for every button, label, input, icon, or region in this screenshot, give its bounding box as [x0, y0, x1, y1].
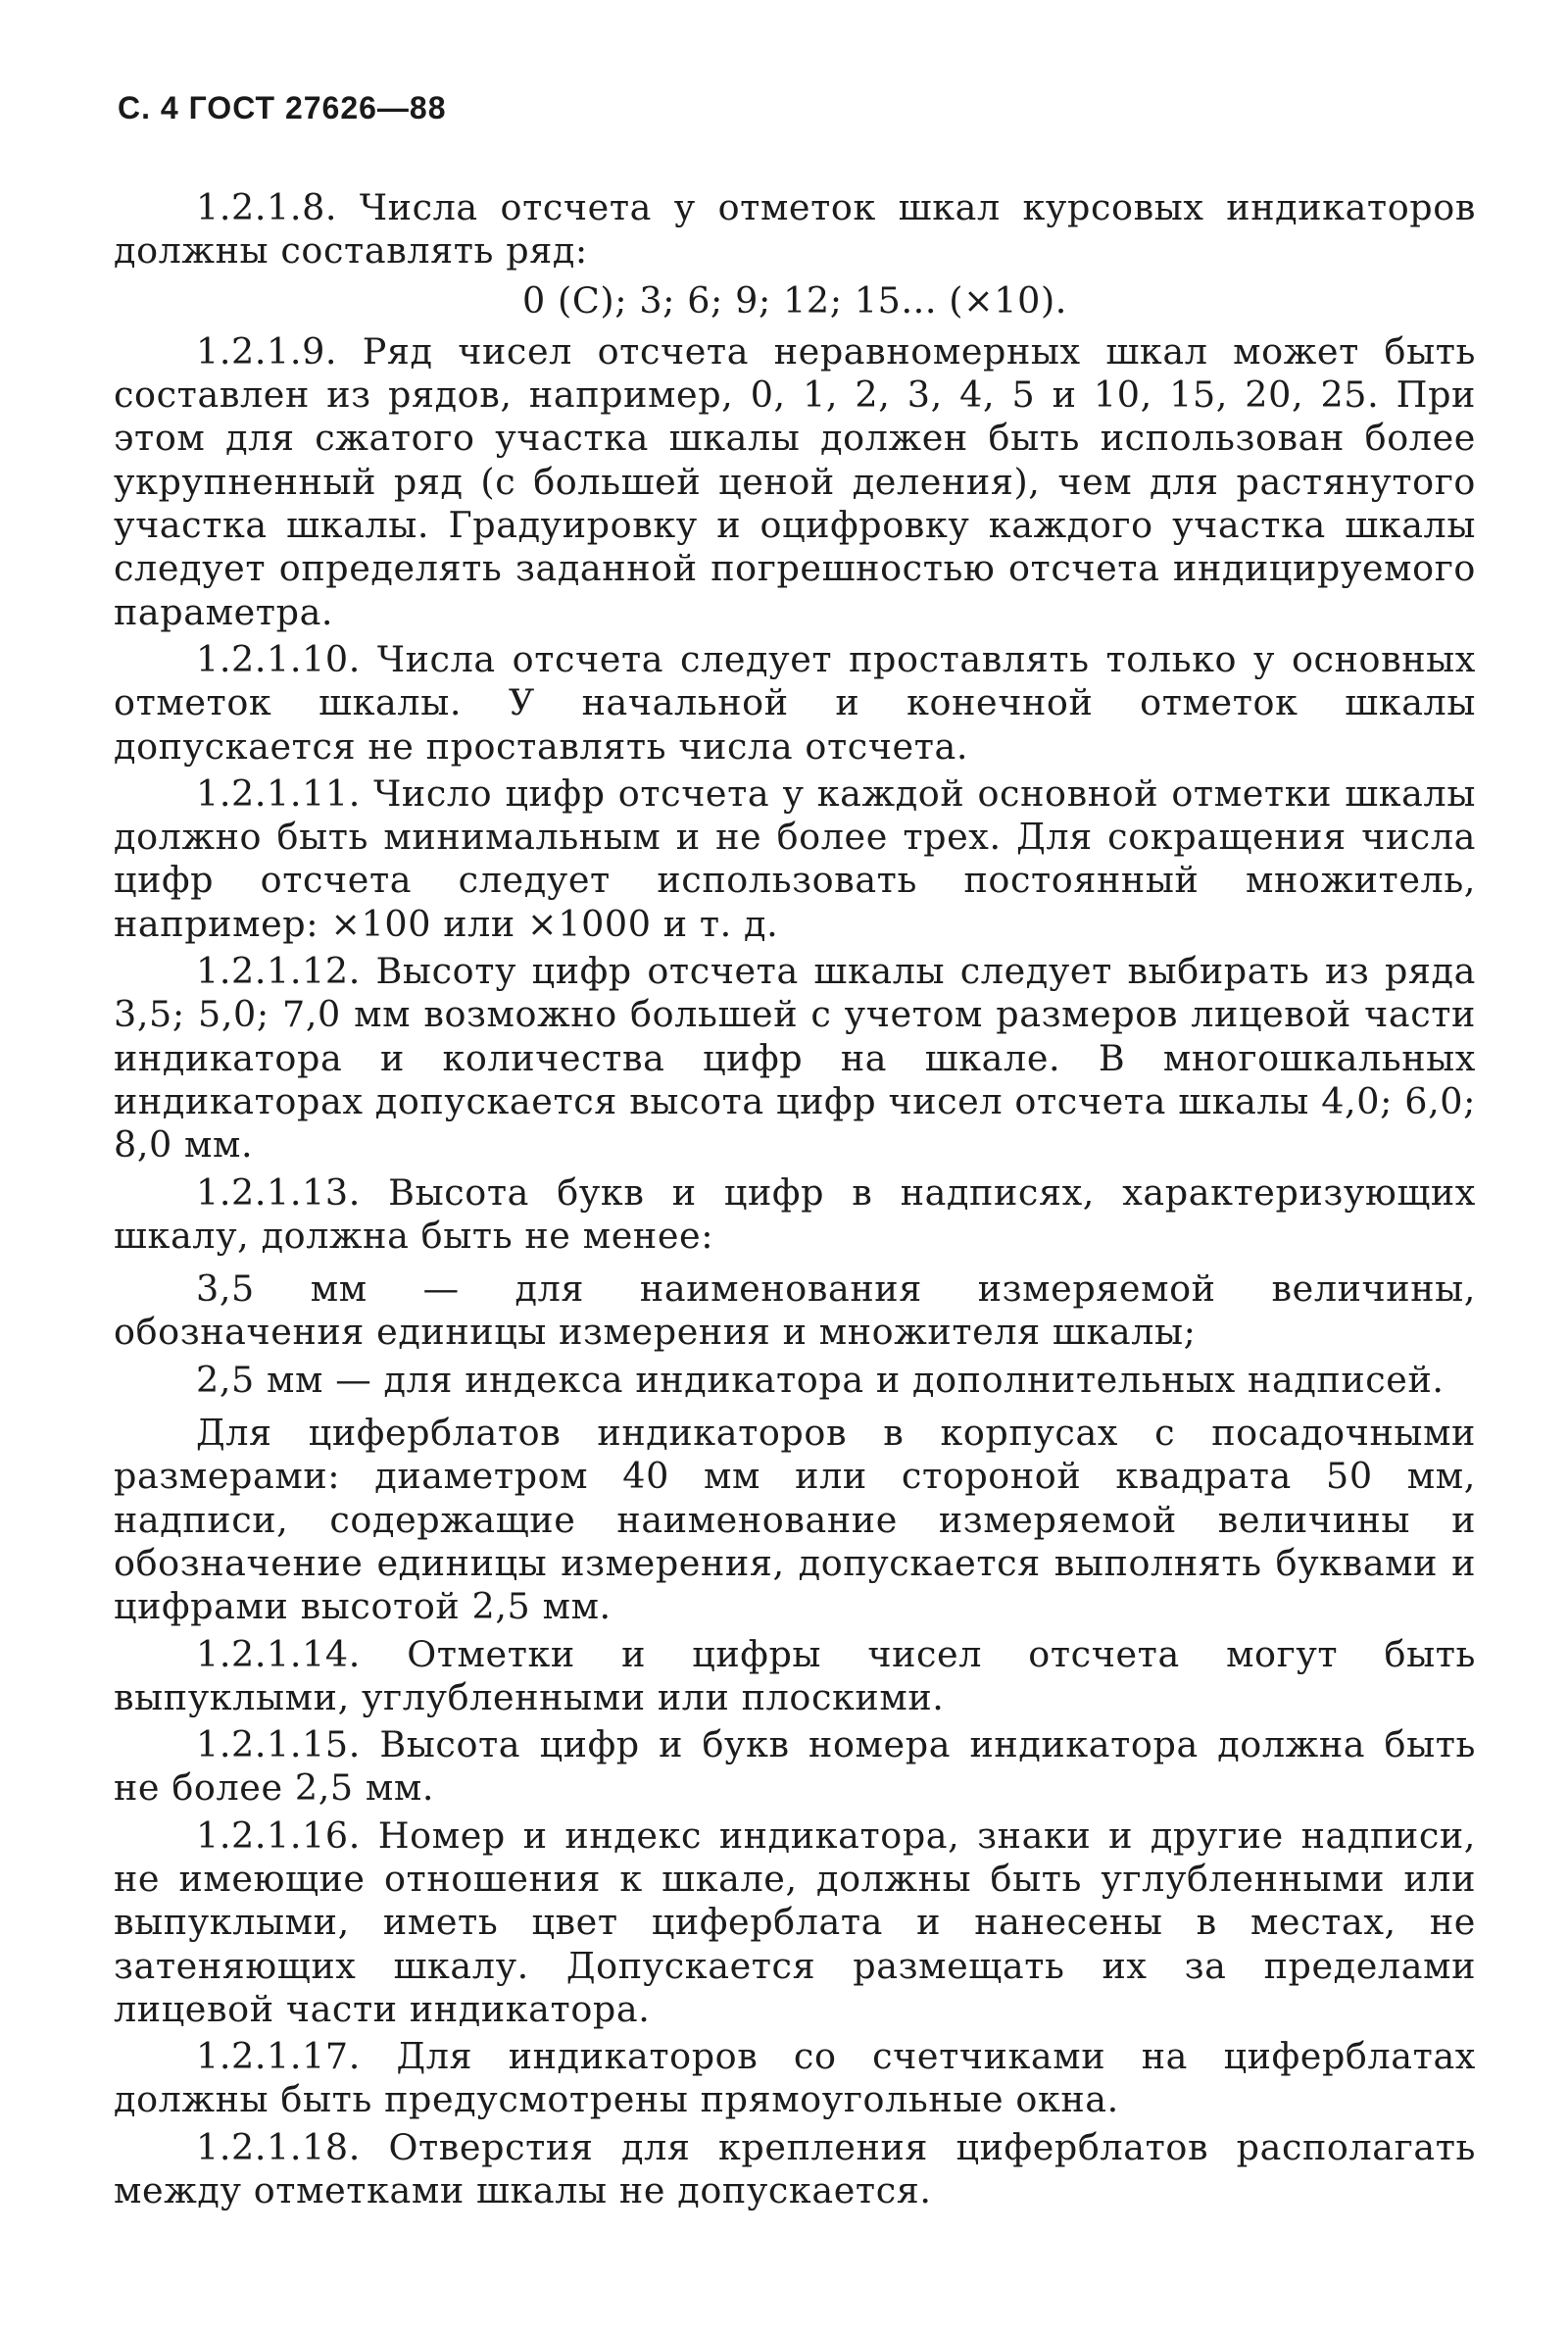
clause-1-2-1-13-item-2: 2,5 мм — для индекса индикатора и дополнительных надписей. — [196, 1358, 1445, 1401]
clause-1-2-1-13-note: Для циферблатов индикаторов в корпусах с посадочными размерами: диаметром 40 мм или стороной квадрата 50 мм, надписи, содержащие наименование измеряемой величины и обозначение единицы измерения, допускается выполнять буквами и цифрами высотой 2,5 мм. — [114, 1412, 1476, 1628]
document-body — [114, 186, 1476, 2212]
clause-1-2-1-14: 1.2.1.14. Отметки и цифры чисел отсчета могут быть выпуклыми, углубленными или плоскими. — [114, 1632, 1476, 1718]
clause-1-2-1-18: 1.2.1.18. Отверстия для крепления циферблатов располагать между отметками шкалы не допускается. — [114, 2125, 1476, 2212]
clause-1-2-1-11: 1.2.1.11. Число цифр отсчета у каждой основной отметки шкалы должно быть минимальным и не более трех. Для сокращения числа цифр отсчета следует использовать постоянный множитель, например: ×100 или ×1000 и т. д. — [114, 771, 1476, 945]
page-header: С. 4 ГОСТ 27626—88 — [118, 90, 447, 125]
clause-1-2-1-17: 1.2.1.17. Для индикаторов со счетчиками на циферблатах должны быть предусмотрены прямоугольные окна. — [114, 2035, 1476, 2121]
clause-1-2-1-8: 1.2.1.8. Числа отсчета у отметок шкал курсовых индикаторов должны составлять ряд: — [114, 186, 1476, 273]
clause-1-2-1-12: 1.2.1.12. Высоту цифр отсчета шкалы следует выбирать из ряда 3,5; 5,0; 7,0 мм возможно большей с учетом размеров лицевой части индикатора и количества цифр на шкале. В многошкальных индикаторах допускается высота цифр чисел отсчета шкалы 4,0; 6,0; 8,0 мм. — [114, 950, 1476, 1167]
clause-1-2-1-9: 1.2.1.9. Ряд чисел отсчета неравномерных шкал может быть составлен из рядов, например, 0, 1, 2, 3, 4, 5 и 10, 15, 20, 25. При этом для сжатого участка шкалы должен быть использован более укрупненный ряд (с большей ценой деления), чем для растянутого участка шкалы. Градуировку и оцифровку каждого участка шкалы следует определять заданной погрешностью отсчета индицируемого параметра. — [114, 329, 1476, 633]
clause-1-2-1-13: 1.2.1.13. Высота букв и цифр в надписях, характеризующих шкалу, должна быть не менее: — [114, 1170, 1476, 1257]
clause-1-2-1-16: 1.2.1.16. Номер и индекс индикатора, знаки и другие надписи, не имеющие отношения к шкале, должны быть углубленными или выпуклыми, иметь цвет циферблата и нанесены в местах, не затеняющих шкалу. Допускается размещать их за пределами лицевой части индикатора. — [114, 1813, 1476, 2030]
clause-1-2-1-13-item-1: 3,5 мм — для наименования измеряемой величины, обозначения единицы измерения и множителя шкалы; — [114, 1267, 1476, 1354]
clause-1-2-1-10: 1.2.1.10. Числа отсчета следует проставлять только у основных отметок шкалы. У начальной и конечной отметок шкалы допускается не проставлять числа отсчета. — [114, 637, 1476, 768]
scale-number-series: 0 (С); 3; 6; 9; 12; 15... (×10). — [521, 278, 1067, 322]
clause-1-2-1-15: 1.2.1.15. Высота цифр и букв номера индикатора должна быть не более 2,5 мм. — [114, 1723, 1476, 1810]
